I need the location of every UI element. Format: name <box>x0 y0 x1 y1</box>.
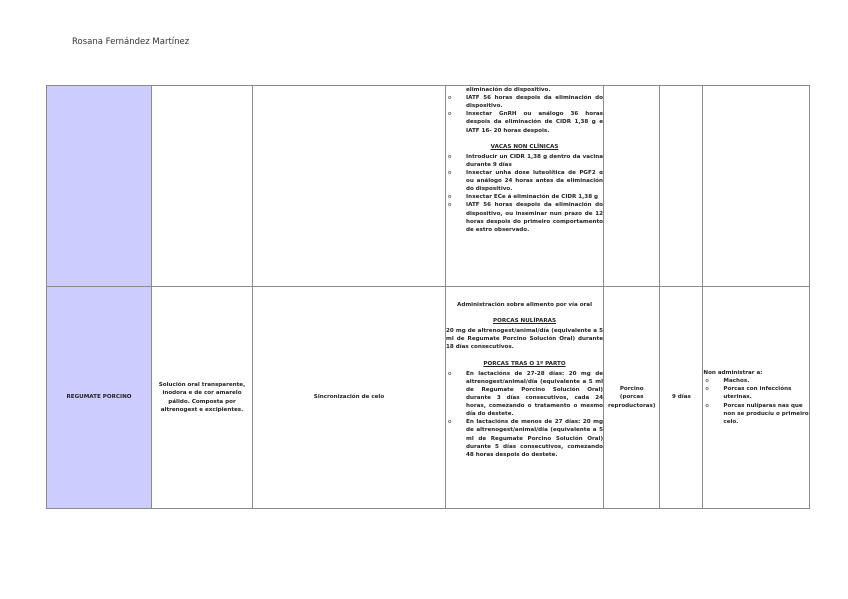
composition-cell <box>152 287 253 509</box>
list-item: o IATF 56 horas despois da eliminación do dispositivo, ou inseminar nun prazo de 12 horas despois do primeiro comportamento de estro observado. <box>446 201 603 233</box>
protocol-cell <box>446 287 604 509</box>
list-item: o En lactacións de 27-28 días: 20 mg de altrenogest/animal/día (equivalente a 5 ml de Regumate Porcino Solución Oral) durante 3 días consecutivos, cada 24 horas, comezando o tratamento o mesmo día do destete. <box>446 370 603 419</box>
list-item: o Machos. <box>703 377 809 385</box>
list-item: o En lactacións de menos de 27 días: 20 mg de altrenogest/animal/día (equivalente a 5 ml de Regumate Porcino Solución Oral) durante 5 días consecutivos, comezando 48 horas despois do destete. <box>446 418 603 459</box>
protocol-cell <box>446 86 604 287</box>
table-row <box>47 86 810 287</box>
contraindications-cell <box>703 287 810 509</box>
withdrawal-cell <box>660 86 703 287</box>
subheading: VACAS NON CLÍNICAS <box>490 143 559 150</box>
list-item: o IATF 56 horas despois da eliminación do dispositivo. <box>446 94 603 110</box>
withdrawal-text: 9 días <box>671 394 691 401</box>
drug-table <box>46 85 810 509</box>
indication-cell <box>253 86 446 287</box>
species-cell <box>604 86 660 287</box>
list-item: o Porcas con infeccións uterinas. <box>703 385 809 401</box>
contra-list <box>703 377 809 426</box>
subheading: PORCAS TRAS O 1º PARTO <box>483 360 566 367</box>
admin-heading: Administración sobre alimento por vía oral <box>456 302 592 308</box>
contraindications-cell <box>703 86 810 287</box>
product-name: REGUMATE PORCINO <box>66 394 132 401</box>
protocol-list <box>446 94 603 135</box>
list-item: o Inxectar ECe á eliminación de CIDR 1,38 g <box>446 193 603 201</box>
protocol-list <box>446 370 603 459</box>
indication-text: Sincronización de celo <box>313 394 385 401</box>
species-cell <box>604 287 660 509</box>
subheading: PORCAS NULÍPARAS <box>492 318 557 325</box>
composition-cell <box>152 86 253 287</box>
species-text: Porcino (porcas reproductoras) <box>608 386 656 409</box>
dosage-paragraph: 20 mg de altrenogest/animal/día (equivalente a 5 ml de Regumate Porcino Solución Oral) durante 18 días consecutivos. <box>446 328 603 351</box>
product-name-cell <box>47 86 152 287</box>
table-row <box>47 287 810 509</box>
contra-heading: Non administrar a: <box>703 370 763 377</box>
list-item: o Porcas nulíparas nas que non se producíu o primeiro celo. <box>703 402 809 426</box>
composition-text: Solución oral transparente, inodora e de cor amarelo pálido. Composta por altrenogest e excipientes. <box>158 382 246 413</box>
list-item: o Inxectar GnRH ou análogo 36 horas despois da eliminación de CIDR 1,38 g e IATF 16- 20 horas despois. <box>446 110 603 134</box>
product-name-cell <box>47 287 152 509</box>
list-item: o Inxectar unha dose luteolítica de PGF2 α ou análogo 24 horas antes da eliminación do dispositivo. <box>446 169 603 193</box>
author-name: Rosana Fernández Martínez <box>72 37 190 47</box>
list-item: o Introducir un CIDR 1,38 g dentro da vacina durante 9 días <box>446 153 603 169</box>
protocol-list <box>446 153 603 234</box>
indication-cell <box>253 287 446 509</box>
continued-text <box>446 86 603 94</box>
continued-line: eliminación do dispositivo. <box>466 87 551 93</box>
withdrawal-cell <box>660 287 703 509</box>
